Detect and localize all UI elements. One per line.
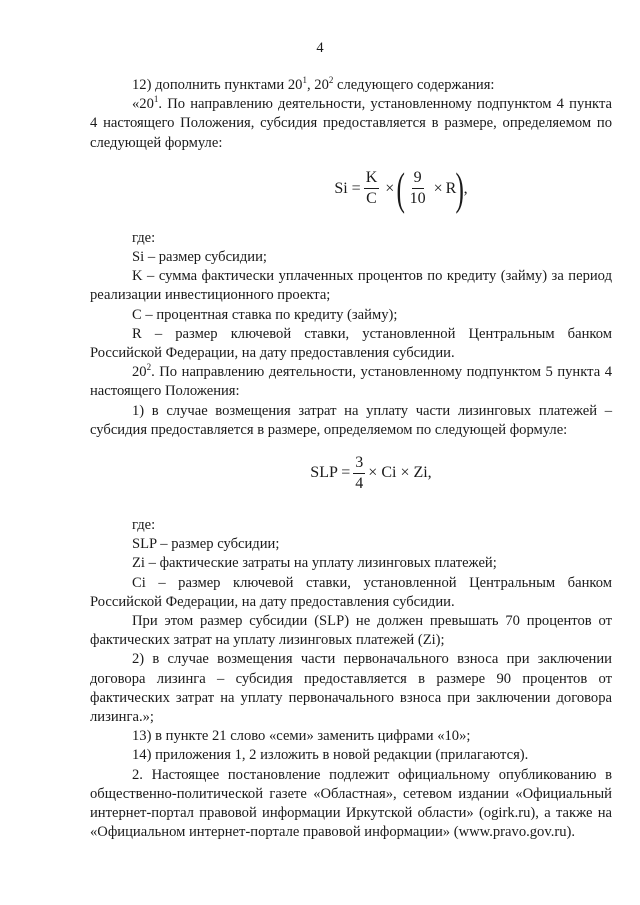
formula-slp-lhs: SLP = — [310, 464, 351, 482]
paragraph-section-2: 2. Настоящее постановление подлежит официальному опубликованию в общественно-политической газете «Областная», сетевом издании «Официальный интернет-портал правовой информации Иркутской области» (ogirk.ru), а также на «Официальном интернет-портале правовой информации» (www.pravo.gov.ru). — [90, 766, 612, 841]
paragraph-item-20-1: «$20^1$. По направлению деятельности, установленному подпунктом 4 пункта 4 настоящего Положения, субсидия предоставляется в размере, определяемом по следующей формуле: — [90, 94, 612, 151]
where-label: где: — [132, 229, 156, 246]
document-body — [90, 76, 612, 843]
definition-zi: Zi – фактические затраты на уплату лизинговых платежей; — [132, 555, 497, 572]
paragraph-sub-1: 1) в случае возмещения затрат на уплату части лизинговых платежей – субсидия предоставляется в размере, определяемом по следующей формуле: — [90, 402, 612, 438]
fraction-3-over-4: $\frac{3}{4}$ — [355, 453, 364, 492]
formula-si-lhs: Si = — [334, 180, 361, 198]
definition-k: K – сумма фактически уплаченных процентов по кредиту (займу) за период реализации инвестиционного проекта; — [90, 268, 612, 304]
paragraph-item-13: 13) в пункте 21 слово «семи» заменить цифрами «10»; — [132, 728, 471, 745]
definition-si: Si – размер субсидии; — [132, 249, 267, 266]
left-paren: ( — [396, 162, 406, 214]
fraction-k-over-c: $\frac{K}{C}$ — [365, 169, 378, 208]
paragraph-sub-2: 2) в случае возмещения части первоначального взноса при заключении договора лизинга – субсидия предоставляется в размере 90 процентов от фактических затрат на уплату первоначального взноса при заключении договора лизинга.»; — [90, 651, 612, 726]
paragraph-limit: При этом размер субсидии (SLP) не должен превышать 70 процентов от фактических затрат на уплату лизинговых платежей (Zi); — [90, 613, 612, 649]
definition-ci: Ci – размер ключевой ставки, установленной Центральным банком Российской Федерации, на дату предоставления субсидии. — [90, 574, 612, 610]
paragraph-item-12: 12) дополнить пунктами $20^1$, $20^2$ следующего содержания: — [132, 75, 495, 93]
formula-slp-rhs: × Ci × Zi, — [368, 464, 432, 482]
paragraph-item-20-2: $20^2$. По направлению деятельности, установленному подпунктом 5 пункта 4 настоящего Положения: — [90, 362, 612, 400]
definition-r: R – размер ключевой ставки, установленной Центральным банком Российской Федерации, на дату предоставления субсидии. — [90, 325, 612, 362]
definition-c: C – процентная ставка по кредиту (займу); — [132, 306, 398, 323]
formula-si: Si = $\frac{K}{C}$ × ( $\frac{9}{10}$ × R ) , — [334, 162, 468, 214]
formula-slp — [90, 440, 612, 506]
where-label-2: где: — [132, 517, 156, 534]
definition-slp: SLP – размер субсидии; — [132, 536, 280, 553]
page-number: 4 — [316, 40, 324, 56]
fraction-9-over-10: $\frac{9}{10}$ — [409, 169, 426, 208]
right-paren: ) — [455, 162, 465, 214]
paragraph-item-14: 14) приложения 1, 2 изложить в новой редакции (прилагаются). — [132, 747, 529, 764]
